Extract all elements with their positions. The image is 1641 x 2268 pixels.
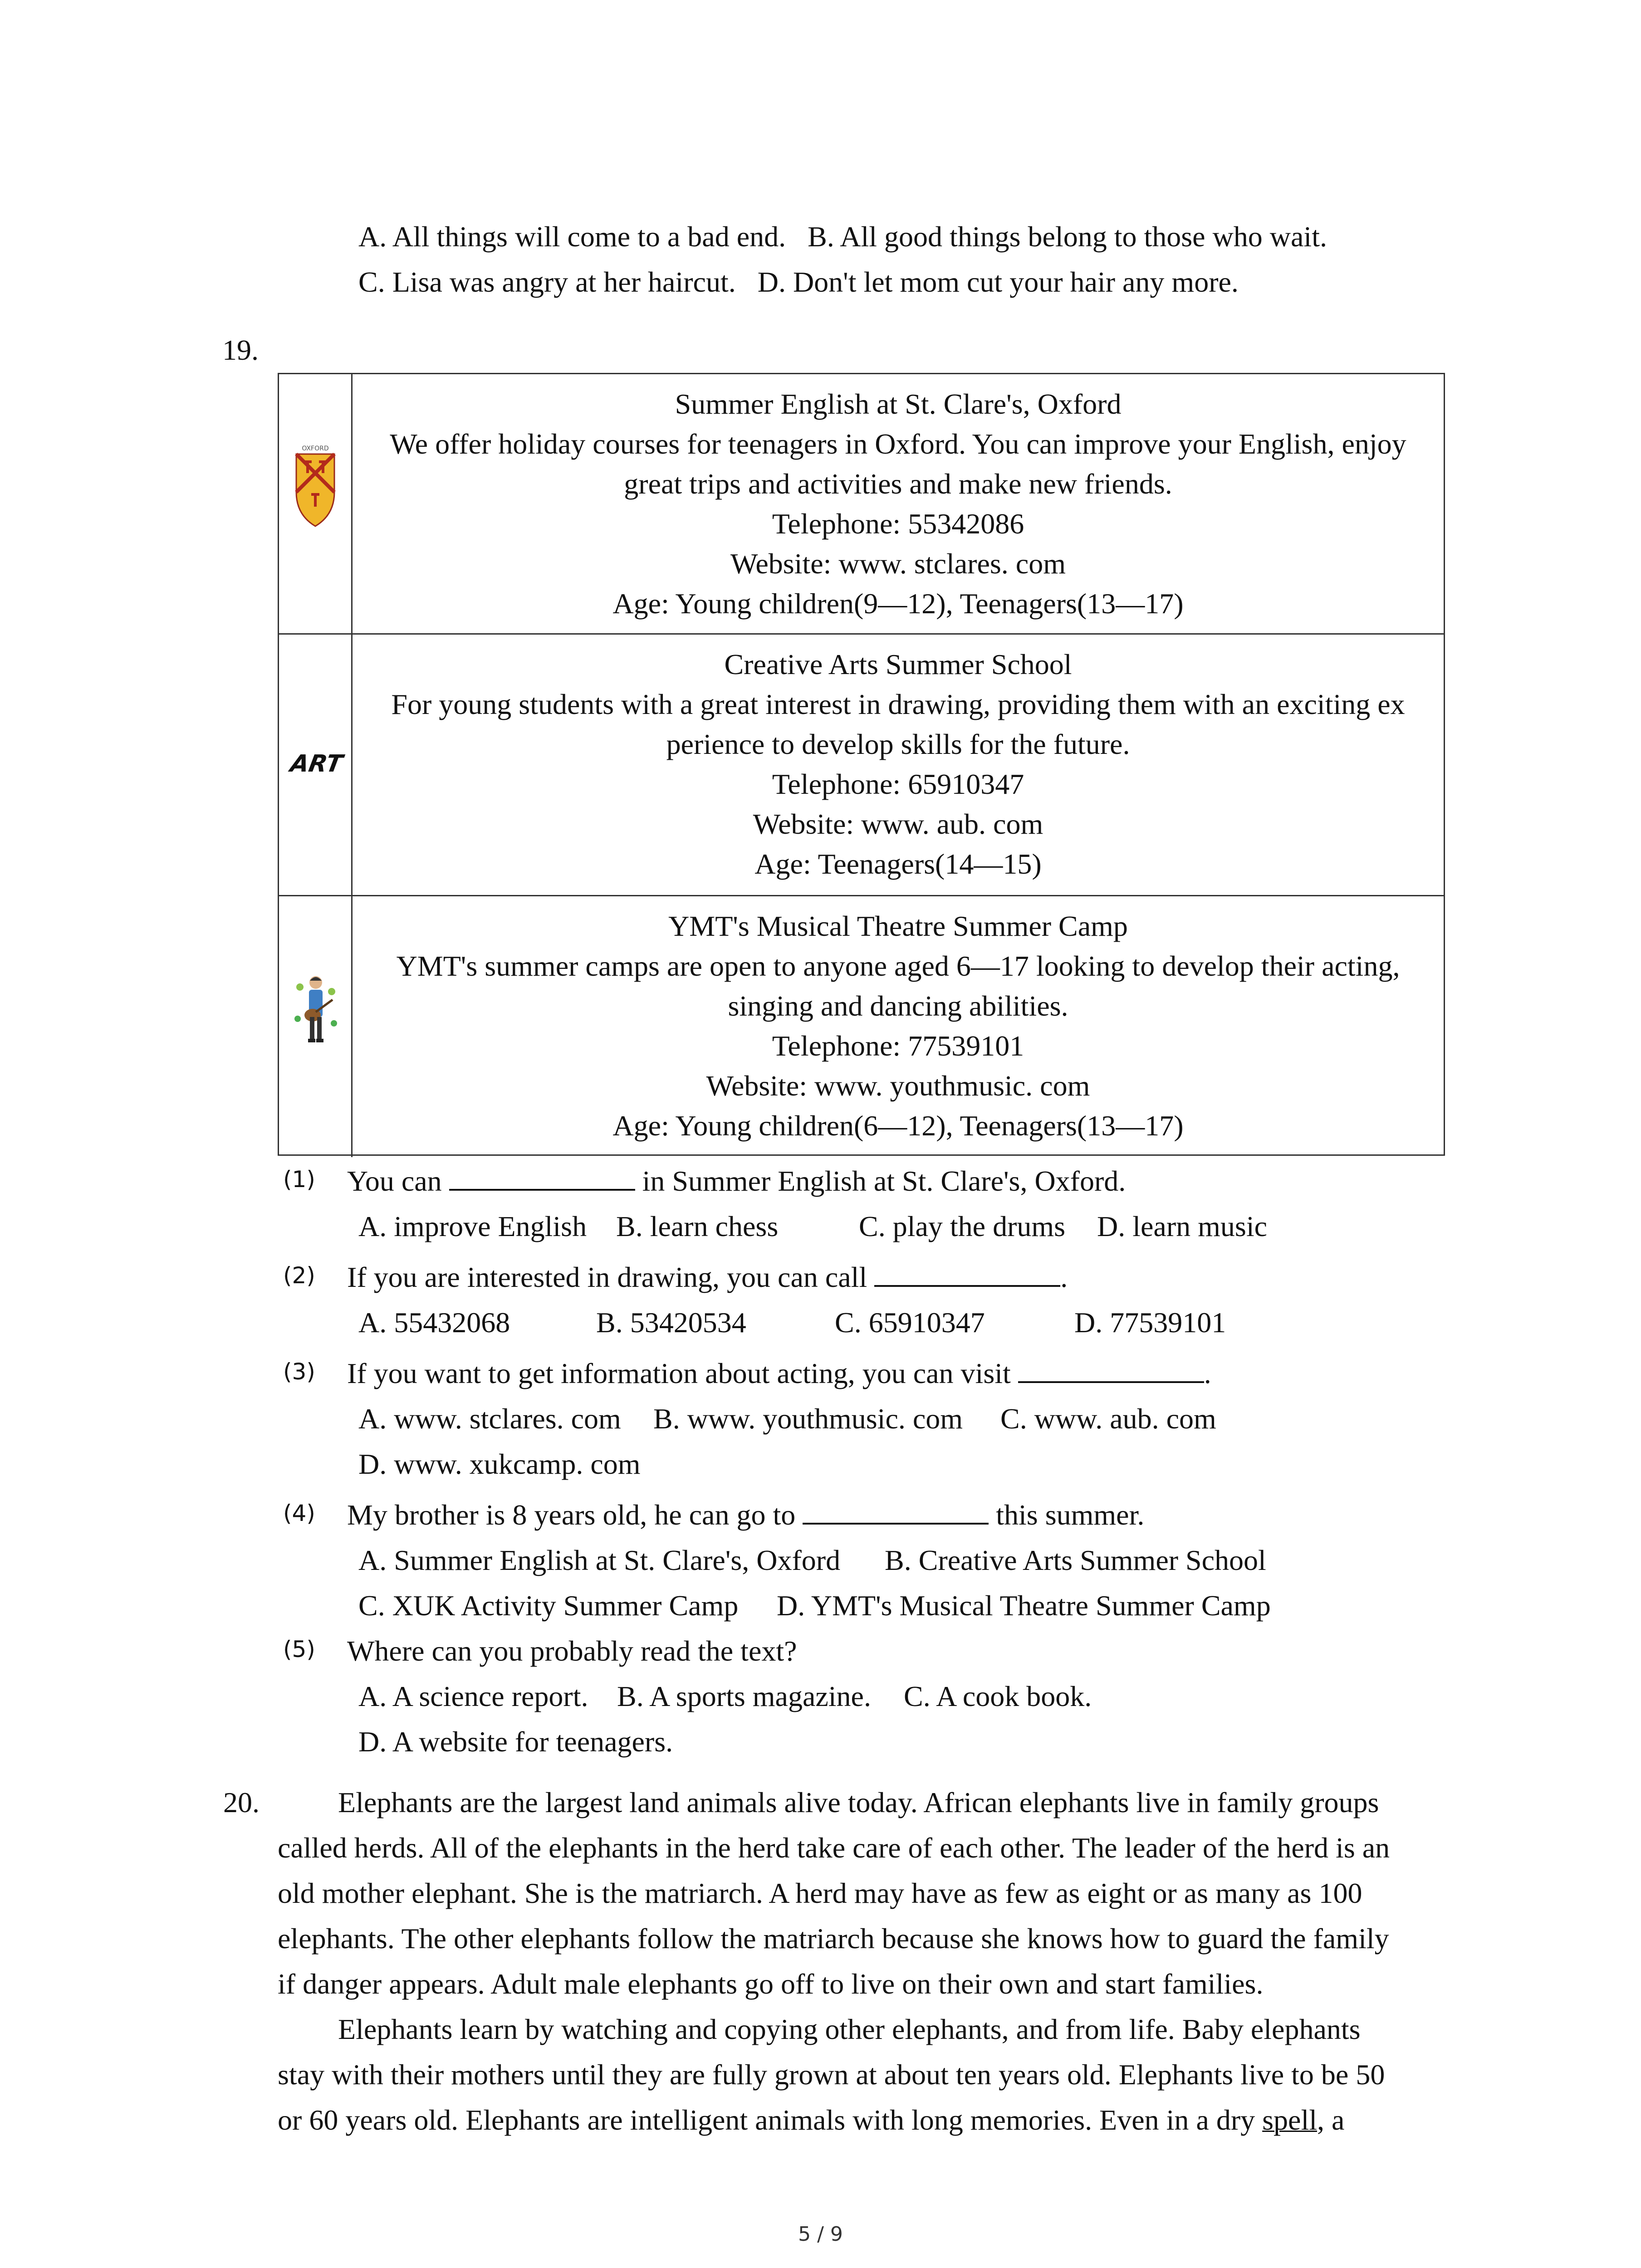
page-number: 5 / 9 bbox=[798, 2223, 843, 2246]
sub-question-number: (1) bbox=[283, 1166, 315, 1193]
sub-question-stem: My brother is 8 years old, he can go to this summer. bbox=[347, 1499, 1145, 1531]
ad-description-line-2: singing and dancing abilities. bbox=[728, 990, 1068, 1022]
option-a: A. Summer English at St. Clare's, Oxford bbox=[358, 1544, 841, 1576]
option-d: D. YMT's Musical Theatre Summer Camp bbox=[777, 1589, 1271, 1622]
passage-line: Elephants learn by watching and copying other elephants, and from life. Baby elephants bbox=[338, 2013, 1361, 2045]
ad-row-oxford bbox=[279, 374, 1444, 635]
ad-website: Website: www. aub. com bbox=[753, 808, 1043, 840]
sub-question-stem: If you are interested in drawing, you can call . bbox=[347, 1261, 1068, 1293]
sub-question-stem: You can in Summer English at St. Clare's, Oxford. bbox=[347, 1165, 1126, 1197]
option-a: A. 55432068 bbox=[358, 1306, 510, 1339]
ad-description-line-2: perience to develop skills for the future. bbox=[666, 728, 1130, 760]
ad-description-line-1: For young students with a great interest in drawing, providing them with an exciting ex bbox=[391, 688, 1405, 720]
ad-row-ymt bbox=[279, 896, 1444, 1157]
sub-question-stem: If you want to get information about acting, you can visit . bbox=[347, 1357, 1211, 1389]
passage-line: or 60 years old. Elephants are intelligent animals with long memories. Even in a dry spell, a bbox=[278, 2104, 1345, 2136]
ad-telephone: Telephone: 77539101 bbox=[772, 1030, 1024, 1062]
ad-title: Summer English at St. Clare's, Oxford bbox=[675, 388, 1122, 420]
answer-blank bbox=[874, 1261, 1060, 1287]
underlined-word-spell: spell bbox=[1262, 2104, 1317, 2136]
option-d: D. www. xukcamp. com bbox=[358, 1448, 641, 1480]
passage-line: old mother elephant. She is the matriarch. A herd may have as few as eight or as many as 100 bbox=[278, 1877, 1362, 1909]
sub-question-number: (4) bbox=[283, 1500, 315, 1526]
ad-age: Age: Young children(6—12), Teenagers(13—17) bbox=[612, 1110, 1184, 1142]
option-d: D. learn music bbox=[1097, 1210, 1267, 1242]
q18-options-line-2: C. Lisa was angry at her haircut. D. Don't let mom cut your hair any more. bbox=[358, 266, 1239, 298]
answer-blank bbox=[449, 1165, 635, 1191]
ad-title: YMT's Musical Theatre Summer Camp bbox=[668, 910, 1128, 942]
option-c: C. 65910347 bbox=[835, 1306, 985, 1339]
art-icon-label: ART bbox=[288, 750, 345, 777]
oxford-shield-icon bbox=[293, 442, 338, 533]
sub-question-stem: Where can you probably read the text? bbox=[347, 1635, 797, 1667]
answer-blank bbox=[803, 1499, 989, 1525]
sub-question-number: (3) bbox=[283, 1359, 315, 1385]
passage-line: elephants. The other elephants follow the matriarch because she knows how to guard the family bbox=[278, 1922, 1389, 1955]
answer-blank bbox=[1018, 1358, 1204, 1383]
question-number-19: 19. bbox=[222, 334, 259, 366]
option-c: C. XUK Activity Summer Camp bbox=[358, 1589, 739, 1622]
ad-telephone: Telephone: 65910347 bbox=[772, 768, 1024, 800]
option-a: A. www. stclares. com bbox=[358, 1403, 621, 1435]
option-b: B. 53420534 bbox=[596, 1306, 746, 1339]
option-d: D. A website for teenagers. bbox=[358, 1725, 673, 1758]
option-d: D. 77539101 bbox=[1074, 1306, 1226, 1339]
oxford-icon-label: OXFORD bbox=[302, 445, 329, 452]
option-c: C. play the drums bbox=[859, 1210, 1066, 1242]
passage-line: stay with their mothers until they are fully grown at about ten years old. Elephants live to be 50 bbox=[278, 2058, 1385, 2091]
option-b: B. A sports magazine. bbox=[617, 1680, 871, 1712]
ad-title: Creative Arts Summer School bbox=[724, 648, 1072, 680]
option-b: B. Creative Arts Summer School bbox=[885, 1544, 1266, 1576]
passage-line: if danger appears. Adult male elephants go off to live on their own and start families. bbox=[278, 1968, 1264, 2000]
option-c: C. www. aub. com bbox=[1000, 1403, 1216, 1435]
ad-description-line-1: We offer holiday courses for teenagers in Oxford. You can improve your English, enjoy bbox=[390, 428, 1406, 460]
question-number-20: 20. bbox=[223, 1786, 260, 1818]
ad-website: Website: www. stclares. com bbox=[730, 547, 1066, 580]
guitar-player-icon bbox=[291, 964, 341, 1055]
ad-website: Website: www. youthmusic. com bbox=[706, 1070, 1090, 1102]
ad-telephone: Telephone: 55342086 bbox=[772, 508, 1024, 540]
sub-question-number: (2) bbox=[283, 1262, 315, 1289]
passage-line: called herds. All of the elephants in the herd take care of each other. The leader of the herd is an bbox=[278, 1832, 1390, 1864]
art-logo-icon bbox=[288, 747, 345, 779]
ad-description-line-1: YMT's summer camps are open to anyone aged 6—17 looking to develop their acting, bbox=[396, 950, 1400, 982]
passage-line: Elephants are the largest land animals alive today. African elephants live in family groups bbox=[338, 1786, 1379, 1818]
option-b: B. learn chess bbox=[616, 1210, 779, 1242]
q18-options-line-1: A. All things will come to a bad end. B. All good things belong to those who wait. bbox=[358, 220, 1327, 253]
ad-description-line-2: great trips and activities and make new friends. bbox=[624, 468, 1172, 500]
sub-question-number: (5) bbox=[283, 1636, 315, 1662]
summer-camp-ads-table bbox=[278, 373, 1445, 1156]
ad-age: Age: Young children(9—12), Teenagers(13—17) bbox=[612, 587, 1184, 620]
option-a: A. improve English bbox=[358, 1210, 587, 1242]
ad-age: Age: Teenagers(14—15) bbox=[754, 848, 1042, 880]
option-c: C. A cook book. bbox=[904, 1680, 1092, 1712]
option-b: B. www. youthmusic. com bbox=[653, 1403, 963, 1435]
option-a: A. A science report. bbox=[358, 1680, 588, 1712]
ad-row-creative-arts bbox=[279, 635, 1444, 896]
